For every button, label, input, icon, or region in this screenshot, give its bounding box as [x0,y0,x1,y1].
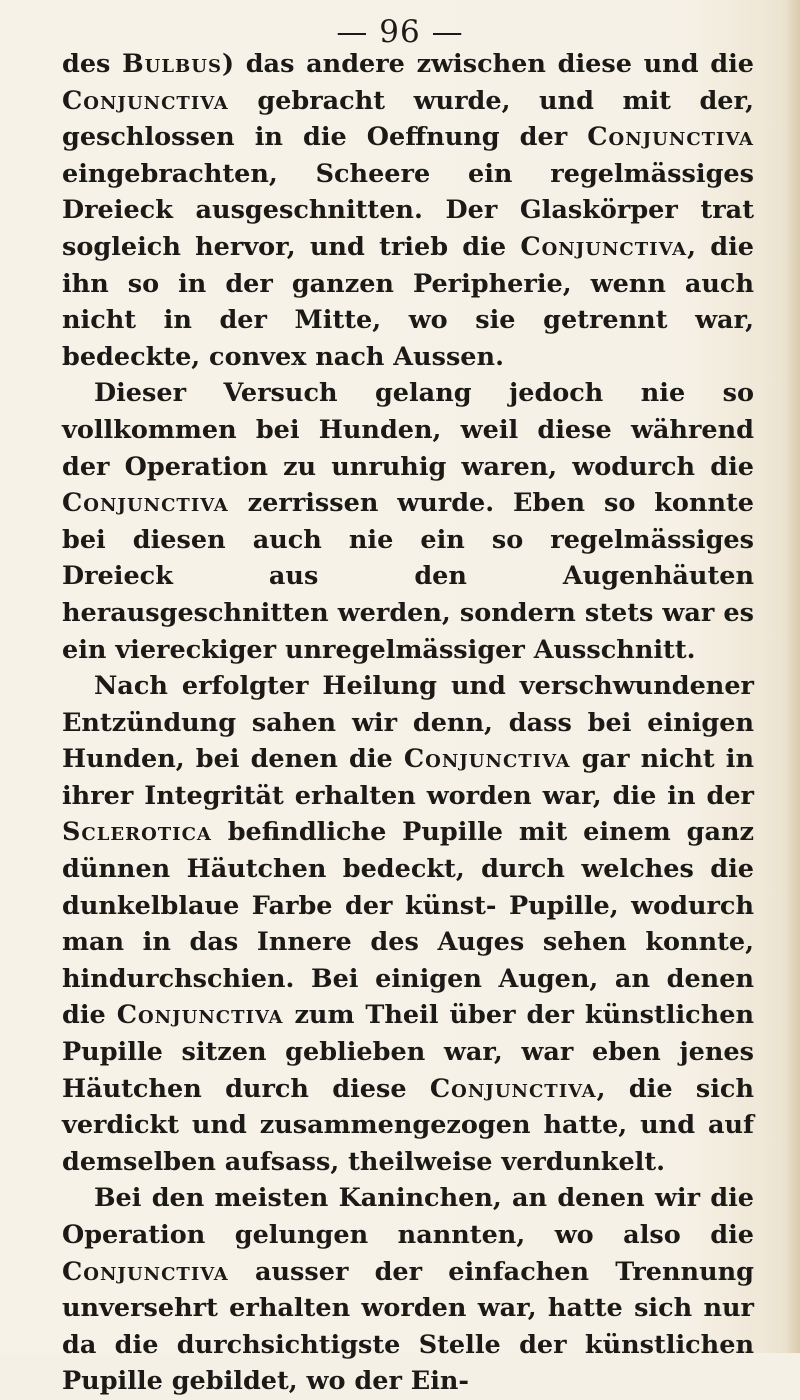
text-run: Bei den meisten Kaninchen, an denen wir die Operation gelungen nannten, wo also die [62,1183,754,1250]
small-caps-term: Conjunctiva [116,1000,284,1031]
text-run: zerrissen wurde. Eben so konnte bei diesen auch nie ein so regelmässiges Dreieck aus den Augenhäuten herausgeschnitten werden, sondern stets war es ein viereckiger unregelmässiger Ausschnitt. [62,488,754,665]
small-caps-term: Conjunctiva [62,488,229,519]
text-run: , die sich verdickt und zusammengezogen hatte, und auf demselben aufsass, theilweise verdunkelt. [62,1073,754,1177]
text-run: zum Theil über der künstlichen Pupille sitzen geblieben war, war eben jenes Häutchen durch diese [62,1000,754,1104]
paragraph [62,668,754,1180]
paragraph [62,375,754,668]
text-run: ) das andere zwischen diese und die [221,49,755,79]
body-text [62,46,754,1400]
page-number-header: — 96 — [336,14,464,50]
paragraph [62,46,754,375]
text-run: gebracht wurde, und mit der, geschlossen in die Oeffnung der [62,85,754,153]
text-run: des [62,49,123,79]
page-edge-shadow [786,0,800,1353]
text-run: eingebrachten, Scheere ein regelmässiges Dreieck ausgeschnitten. Der Glaskörper trat sogleich hervor, und trieb die [62,158,754,262]
text-run: Nach erfolgter Heilung und verschwundener Entzündung sahen wir denn, dass bei einigen Hunden, bei denen die [62,671,754,775]
text-run: ausser der einfachen Trennung unversehrt erhalten worden war, hatte sich nur da die durchsichtigste Stelle der künstlichen Pupille gebildet, wo der Ein- [62,1256,754,1397]
small-caps-term: Conjunctiva [587,122,754,153]
small-caps-term: Conjunctiva [403,744,571,775]
small-caps-term: Conjunctiva [62,1256,229,1287]
text-run: befindliche Pupille mit einem ganz dünnen Häutchen bedeckt, durch welches die dunkelblaue Farbe der künst- Pupille, wodurch man in das Innere des Auges sehen konnte, hindurchschien. Bei einigen Augen, an denen die [62,817,754,1031]
small-caps-term: Conjunctiva [520,231,688,262]
small-caps-term: Conjunctiva [62,85,229,116]
text-run: gar nicht in ihrer Integrität erhalten worden war, die in der [62,744,754,811]
text-run: Dieser Versuch gelang jedoch nie so vollkommen bei Hunden, weil diese während der Operation zu unruhig waren, wodurch die [62,378,754,482]
text-run: , die ihn so in der ganzen Peripherie, wenn auch nicht in der Mitte, wo sie getrennt war, bedeckte, convex nach Aussen. [62,231,755,372]
small-caps-term: Bulbus [122,49,222,79]
paragraph [62,1180,754,1400]
small-caps-term: Sclerotica [62,817,212,848]
small-caps-term: Conjunctiva [429,1073,597,1104]
